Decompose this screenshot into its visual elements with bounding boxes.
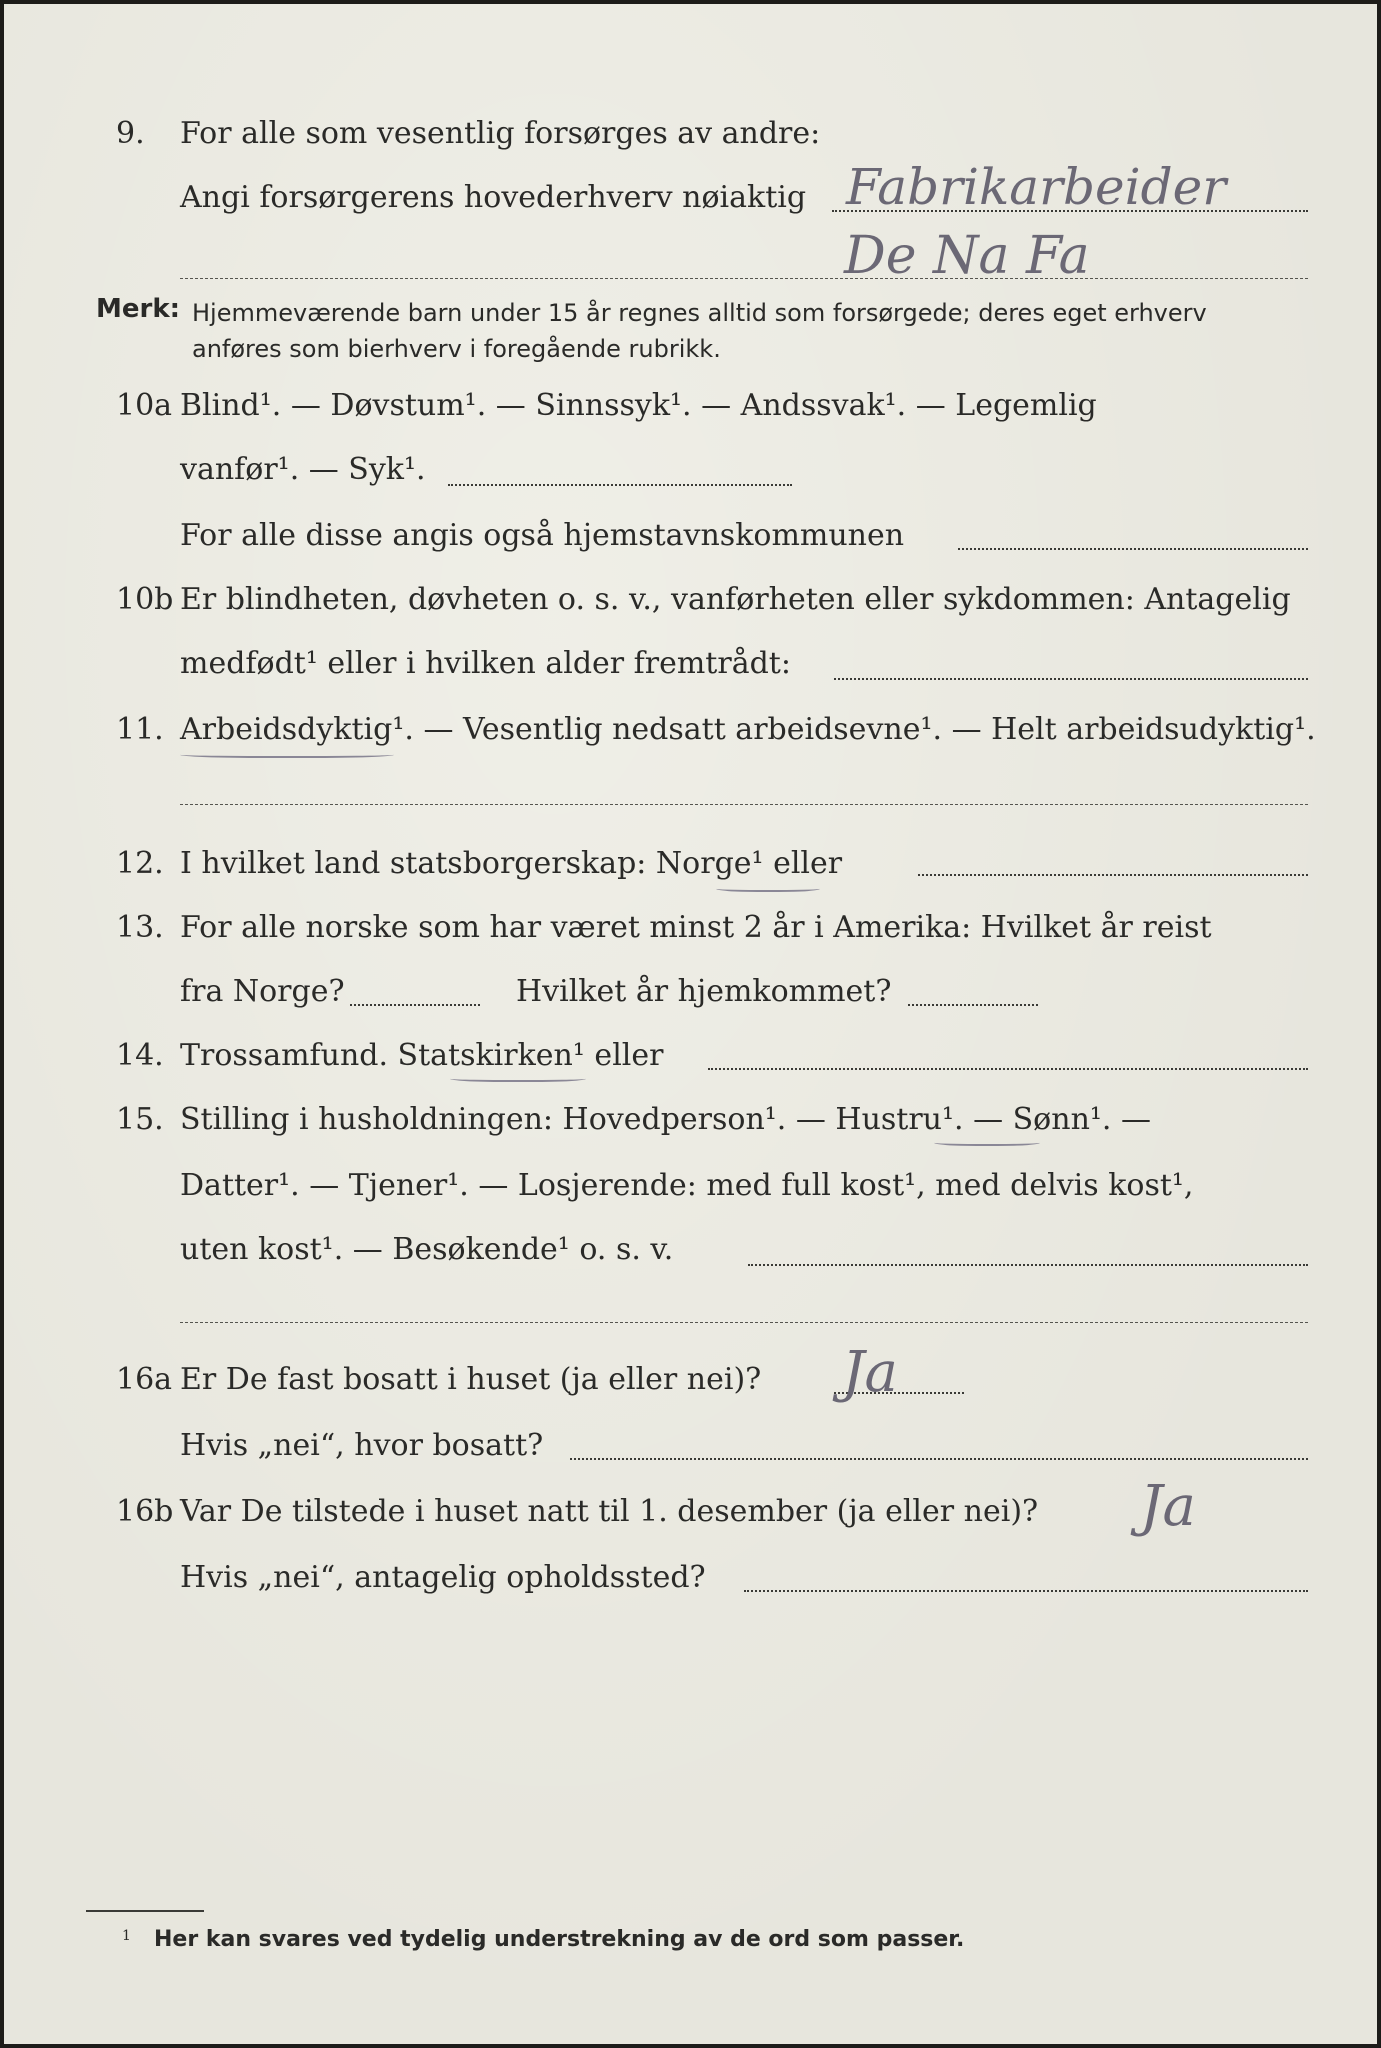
q16a-line2: Hvis „nei“, hvor bosatt? — [180, 1428, 544, 1463]
footnote-rule — [86, 1910, 204, 1912]
q16a-bosatt-line — [570, 1458, 1308, 1460]
q9-extra-line — [180, 278, 1308, 279]
q12-pencil-underline — [716, 884, 820, 892]
q16a-handwritten-answer: Ja — [842, 1340, 898, 1405]
q16b-number: 16b — [116, 1494, 174, 1529]
q9-handwritten-occupation: Fabrikarbeider — [846, 158, 1227, 216]
q9-line1: For alle som vesentlig forsørges av andre: — [180, 116, 821, 151]
q15-pencil-underline — [934, 1138, 1040, 1146]
q12-answer-line — [918, 874, 1308, 876]
q10a-number: 10a — [116, 388, 173, 423]
q12-number: 12. — [116, 846, 164, 881]
q16b-line2: Hvis „nei“, antagelig opholdssted? — [180, 1560, 706, 1595]
q16b-opholdssted-line — [744, 1590, 1308, 1592]
q15-answer-line — [748, 1264, 1308, 1266]
q11-extra-line — [180, 804, 1308, 805]
q15-extra-line — [180, 1322, 1308, 1323]
q11-number: 11. — [116, 712, 164, 747]
q9-handwritten-code: De Na Fa — [844, 226, 1090, 286]
merk-label: Merk: — [96, 294, 181, 324]
q16a-number: 16a — [116, 1362, 173, 1397]
merk-line2: anføres som bierhverv i foregående rubrikk. — [192, 335, 721, 363]
q13-line1: For alle norske som har været minst 2 år i Amerika: Hvilket år reist — [180, 910, 1212, 945]
q10a-syk-line — [448, 484, 792, 486]
q15-line2: Datter¹. — Tjener¹. — Losjerende: med full kost¹, med delvis kost¹, — [180, 1168, 1194, 1203]
footnote-mark: 1 — [122, 1928, 131, 1944]
q10a-line3: For alle disse angis også hjemstavnskommunen — [180, 518, 905, 553]
q13-number: 13. — [116, 910, 164, 945]
q9-number: 9. — [116, 116, 145, 151]
q10b-answer-line — [834, 678, 1308, 680]
q14-answer-line — [708, 1068, 1308, 1070]
q15-line1: Stilling i husholdningen: Hovedperson¹. — Hustru¹. — Sønn¹. — — [180, 1102, 1151, 1137]
q13-line2b: Hvilket år hjemkommet? — [516, 974, 892, 1009]
q14-number: 14. — [116, 1038, 164, 1073]
q13-reist-line — [350, 1004, 480, 1006]
q14-pencil-underline — [450, 1074, 586, 1082]
q11-pencil-underline — [180, 750, 394, 758]
q11-line1: Arbeidsdyktig¹. — Vesentlig nedsatt arbeidsevne¹. — Helt arbeidsudyktig¹. — [180, 712, 1316, 747]
footnote-text: Her kan svares ved tydelig understrekning av de ord som passer. — [154, 1927, 965, 1952]
q13-line2a: fra Norge? — [180, 974, 345, 1009]
q16b-line1: Var De tilstede i huset natt til 1. desember (ja eller nei)? — [180, 1494, 1039, 1529]
q16b-handwritten-answer: Ja — [1140, 1474, 1196, 1539]
q15-number: 15. — [116, 1102, 164, 1137]
q10a-line2: vanfør¹. — Syk¹. — [180, 452, 426, 487]
q15-line3: uten kost¹. — Besøkende¹ o. s. v. — [180, 1232, 674, 1267]
q16a-line1: Er De fast bosatt i huset (ja eller nei)? — [180, 1362, 762, 1397]
q12-line1: I hvilket land statsborgerskap: Norge¹ eller — [180, 846, 843, 881]
q10b-line1: Er blindheten, døvheten o. s. v., vanførheten eller sykdommen: Antagelig — [180, 582, 1291, 617]
q10a-line1: Blind¹. — Døvstum¹. — Sinnssyk¹. — Andssvak¹. — Legemlig — [180, 388, 1097, 423]
q9-line2: Angi forsørgerens hovederhverv nøiaktig — [180, 180, 807, 215]
q10a-kommune-line — [958, 548, 1308, 550]
q10b-number: 10b — [116, 582, 174, 617]
merk-line1: Hjemmeværende barn under 15 år regnes alltid som forsørgede; deres eget erhverv — [192, 299, 1207, 327]
q10b-line2: medfødt¹ eller i hvilken alder fremtrådt: — [180, 646, 791, 681]
q13-hjemkommet-line — [908, 1004, 1038, 1006]
q14-line1: Trossamfund. Statskirken¹ eller — [180, 1038, 664, 1073]
